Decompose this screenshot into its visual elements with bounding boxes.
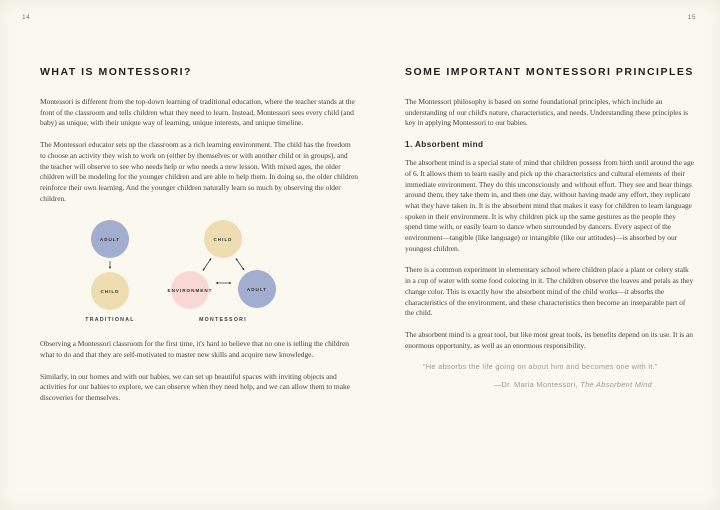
- paragraph: The absorbent mind is a great tool, but like most great tools, its benefits depend on its use. It is an enormous opportunity, as well as an enormous responsibility.: [405, 329, 693, 350]
- traditional-caption: TRADITIONAL: [85, 317, 135, 324]
- montessori-comparison-diagram: [40, 215, 356, 330]
- attribution-author: —Dr. Maria Montessori,: [493, 380, 581, 390]
- child-environment-arrow: [203, 259, 211, 271]
- paragraph: The absorbent mind is a special state of mind that children possess from birth until around the age of 6. It allows them to learn easily and pick up the characteristics and cultural elements of their immediate environment. They do this unconsciously and without effort. They see and hear things around them, they take them in, and then one day, without having made any effort, they replicate what they have taken in. It is the absorbent mind that makes it easy for children to learn language spoken in their environment. It is why children pick up the same gestures as the people they spend time with, or easily learn to dance when surrounded by dancers. Every aspect of the environment—tangible (like language) or intangible (like our attitudes)—is absorbed by our youngest children.: [405, 158, 694, 253]
- traditional-adult-label: ADULT: [99, 237, 121, 243]
- paragraph: Observing a Montessori classroom for the first time, it's hard to believe that no one is telling the children what to do and that they are self-motivated to master new skills and acquire new knowledge.: [40, 339, 349, 360]
- page-title-left: WHAT IS MONTESSORI?: [40, 66, 192, 78]
- traditional-child-label: CHILD: [100, 289, 120, 295]
- child-adult-arrow: [236, 259, 244, 271]
- intro-paragraph: The Montessori philosophy is based on some foundational principles, which include an understanding of our child's nature, characteristics, and needs. Understanding these principles is key in applying Montessori to our babies.: [405, 97, 689, 128]
- montessori-model: [168, 220, 276, 323]
- montessori-quote: “He absorbs the life going on about him and becomes one with it.”: [423, 362, 658, 372]
- montessori-environment-label: ENVIRONMENT: [167, 288, 213, 294]
- page-number-left: 14: [22, 14, 31, 21]
- quote-attribution: [405, 380, 652, 389]
- traditional-model: [85, 220, 134, 323]
- section-heading-absorbent-mind: 1. Absorbent mind: [405, 140, 484, 150]
- paragraph: Montessori is different from the top-down learning of traditional education, where the teacher stands at the front of the classroom and tells children what they need to learn. Instead, Montessori sees every child (and baby) as unique, with their unique way of learning, unique interests, and unique timeline.: [40, 97, 355, 128]
- page-right: [360, 0, 720, 510]
- montessori-child-label: CHILD: [213, 237, 233, 243]
- montessori-caption: MONTESSORI: [199, 317, 247, 324]
- paragraph: Similarly, in our homes and with our babies, we can set up beautiful spaces with inviting objects and activities for our babies to explore, we can observe when they need help, and we can allow them to make discoveries for themselves.: [40, 371, 350, 403]
- attribution-book-title: The Absorbent Mind: [580, 380, 652, 390]
- diagram-svg: [40, 215, 356, 330]
- page-title-right: SOME IMPORTANT MONTESSORI PRINCIPLES: [405, 66, 694, 78]
- montessori-adult-label: ADULT: [246, 287, 268, 293]
- page-number-right: 15: [687, 14, 696, 21]
- paragraph: The Montessori educator sets up the classroom as a rich learning environment. The child has the freedom to choose an activity they wish to work on (either by themselves or with another child or in groups), and the teacher will observe to see who needs help or who needs a new lesson. With mixed ages, the older children will be modeling for the younger children and are able to help them. In doing so, the older children reinforce their own learning. And the younger children naturally learn so much by observing the older children.: [40, 140, 358, 203]
- paragraph: There is a common experiment in elementary school where children place a plant or celery stalk in a cup of water with some food coloring in it. The children observe the leaves and petals as they change color. This is exactly how the absorbent mind of the child works—it absorbs the characteristics of the environment, and these characteristics then become an inseparable part of the child.: [405, 265, 694, 318]
